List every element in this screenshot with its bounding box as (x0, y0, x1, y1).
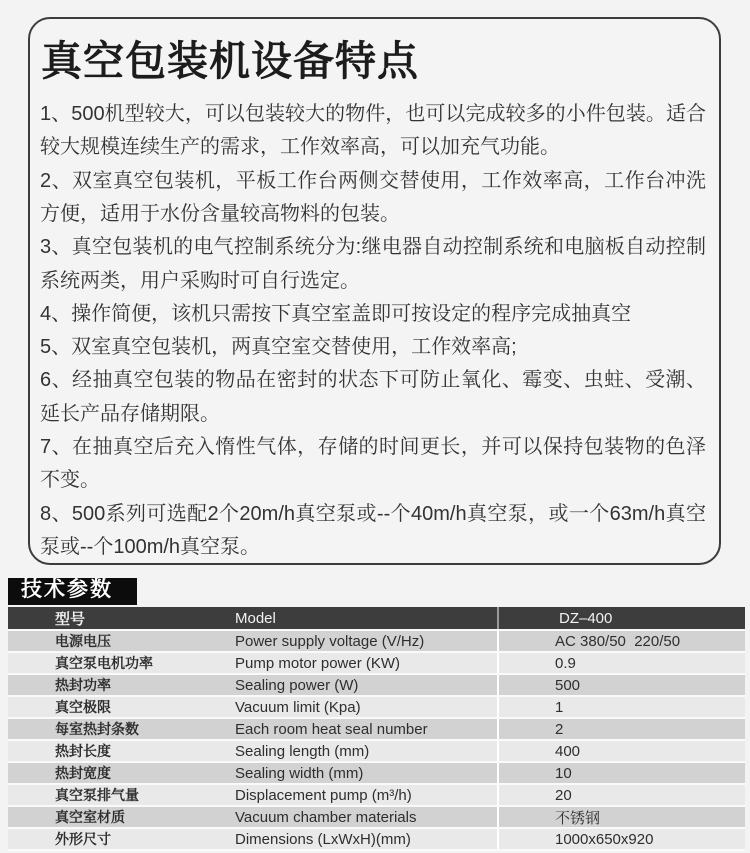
spec-header-cn: 型号 (55, 610, 86, 628)
spec-label-en: Vacuum chamber materials (235, 808, 417, 826)
spec-label-cn: 真空泵排气量 (55, 787, 139, 803)
spec-label-cn: 热封长度 (55, 743, 111, 759)
feature-item-7: 7、在抽真空后充入惰性气体，存储的时间更长，并可以保持包装物的色泽不变。 (40, 436, 706, 492)
feature-item-2: 2、双室真空包装机，平板工作台两侧交替使用，工作效率高，工作台冲洗方便，适用于水份含量较高物料的包装。 (40, 169, 706, 225)
spec-label-cn: 热封宽度 (55, 765, 111, 781)
spec-label-en: Sealing length (mm) (235, 742, 370, 760)
specs-table (8, 607, 745, 851)
spec-value: 10 (497, 763, 745, 783)
spec-label-cn: 每室热封条数 (55, 721, 139, 737)
spec-value: AC 380/50 220/50 (497, 631, 745, 651)
feature-item-4: 4、操作简便，该机只需按下真空室盖即可按设定的程序完成抽真空 (40, 302, 632, 325)
features-panel (28, 17, 721, 565)
spec-value: 20 (497, 785, 745, 805)
spec-label-en: Sealing width (mm) (235, 764, 364, 782)
spec-value: 500 (497, 675, 745, 695)
spec-label-en: Sealing power (W) (235, 676, 359, 694)
table-row (8, 675, 745, 697)
spec-label-cn: 电源电压 (55, 633, 111, 649)
spec-value: 0.9 (497, 653, 745, 673)
spec-label-en: Each room heat seal number (235, 720, 428, 738)
spec-value: 不锈钢 (497, 807, 745, 827)
spec-label-cn: 真空极限 (55, 699, 111, 715)
table-row (8, 719, 745, 741)
spec-label-en: Power supply voltage (V/Hz) (235, 632, 425, 650)
table-row (8, 763, 745, 785)
table-row (8, 829, 745, 851)
feature-item-3: 3、真空包装机的电气控制系统分为:继电器自动控制系统和电脑板自动控制系统两类，用户采购时可自行选定。 (40, 236, 706, 292)
spec-label-en: Displacement pump (m³/h) (235, 786, 412, 804)
spec-value: 2 (497, 719, 745, 739)
table-row (8, 741, 745, 763)
specs-section-badge: 技术参数 (8, 578, 137, 605)
feature-item-1: 1、500机型较大，可以包装较大的物件，也可以完成较多的小件包装。适合较大规模连续生产的需求，工作效率高，可以加充气功能。 (40, 103, 706, 159)
spec-value: 1 (497, 697, 745, 717)
table-row (8, 631, 745, 653)
spec-label-cn: 真空室材质 (55, 809, 125, 825)
features-title: 真空包装机设备特点 (41, 38, 419, 84)
spec-label-en: Pump motor power (KW) (235, 654, 401, 672)
table-row (8, 807, 745, 829)
spec-label-en: Vacuum limit (Kpa) (235, 698, 361, 716)
spec-label-cn: 真空泵电机功率 (55, 655, 153, 671)
spec-value: 400 (497, 741, 745, 761)
spec-label-en: Dimensions (LxWxH)(mm) (235, 830, 411, 848)
feature-item-6: 6、经抽真空包装的物品在密封的状态下可防止氧化、霉变、虫蛀、受潮、延长产品存储期限。 (40, 369, 706, 425)
spec-header-en: Model (235, 609, 276, 627)
spec-value: 1000x650x920 (497, 829, 745, 849)
feature-item-5: 5、双室真空包装机，两真空室交替使用，工作效率高; (40, 336, 517, 359)
table-row (8, 785, 745, 807)
spec-label-cn: 外形尺寸 (55, 831, 111, 847)
feature-item-8: 8、500系列可选配2个20m/h真空泵或--个40m/h真空泵，或一个63m/h真空泵或--个100m/h真空泵。 (40, 502, 706, 558)
table-row (8, 653, 745, 675)
spec-label-cn: 热封功率 (55, 677, 111, 693)
spec-header-value: DZ–400 (497, 607, 745, 629)
specs-header-row (8, 607, 745, 631)
table-row (8, 697, 745, 719)
